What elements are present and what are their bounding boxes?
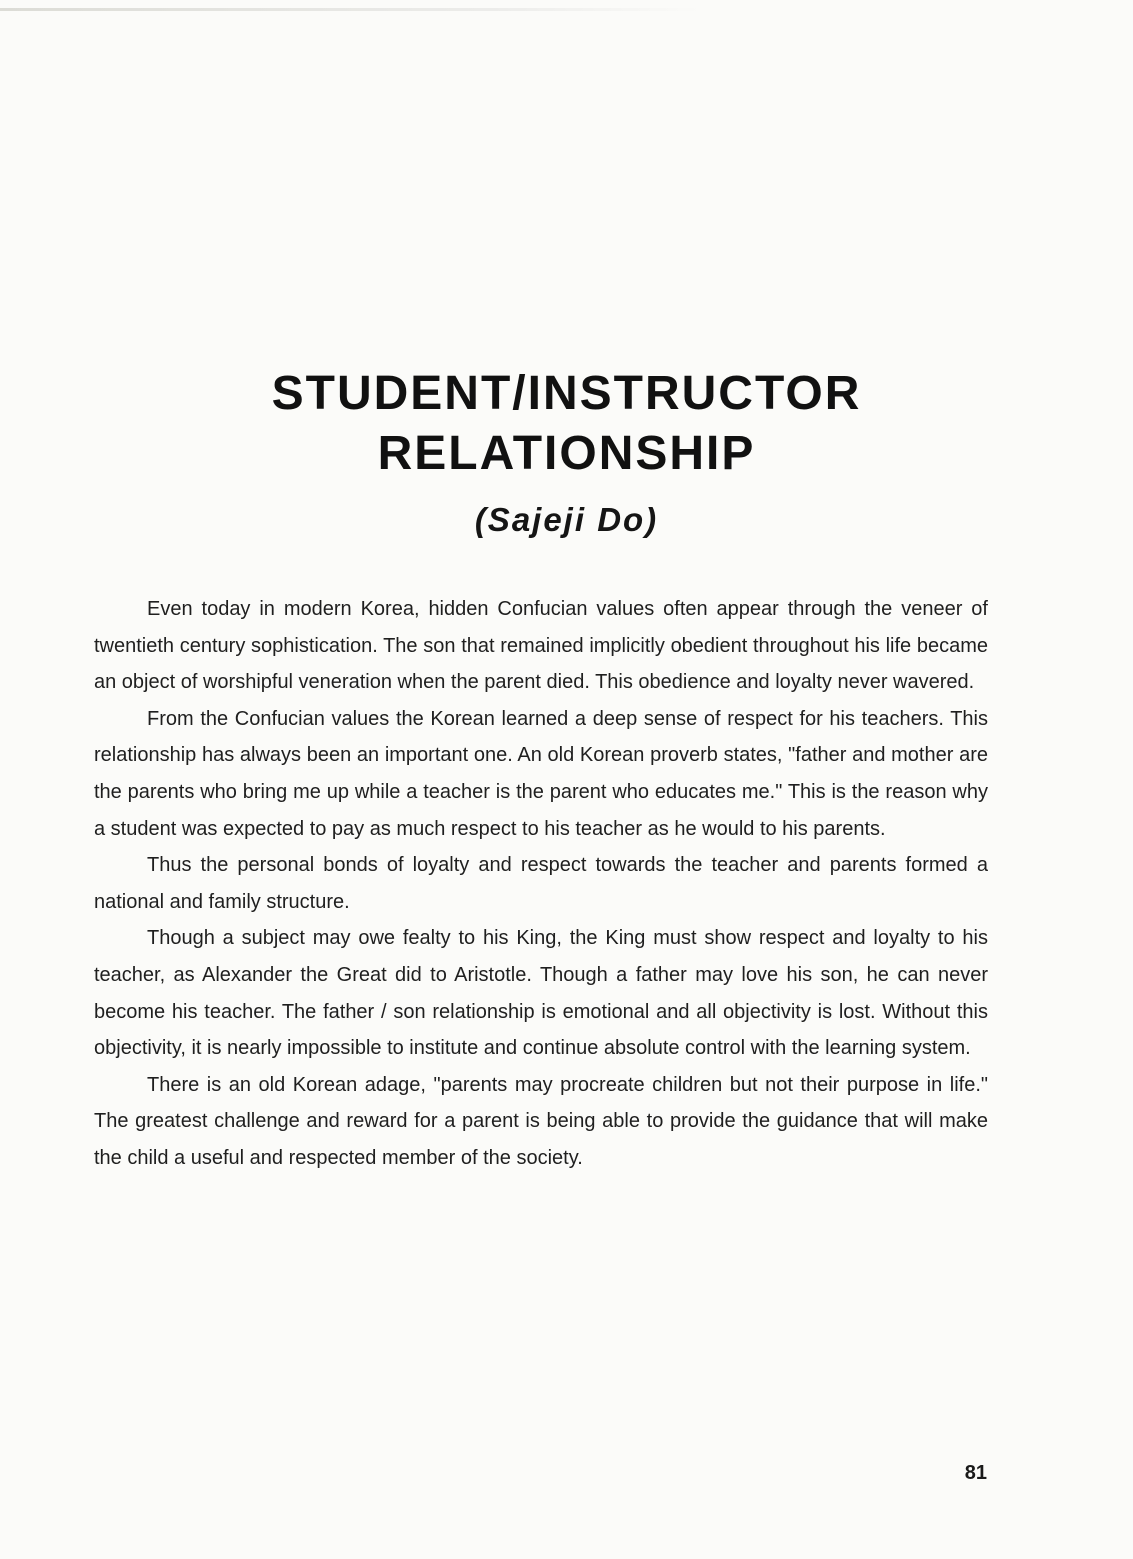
chapter-title-line-2: RELATIONSHIP <box>377 427 756 480</box>
paragraph-4: Though a subject may owe fealty to his King, the King must show respect and loyalty to his teacher, as Alexander the Great did to Aristotle. Though a father may love his son, he can never become his teacher. The father / son relationship is emotional and all objectivity is lost. Without this objectivity, it is nearly impossible to institute and continue absolute control with the learning system. <box>94 927 988 1060</box>
paragraph-1: Even today in modern Korea, hidden Confucian values often appear through the veneer of twentieth century sophistication. The son that remained implicitly obedient throughout his life became an object of worshipful veneration when the parent died. This obedience and loyalty never wavered. <box>94 598 988 694</box>
chapter-subtitle: (Sajeji Do) <box>474 501 659 538</box>
page-number: 81 <box>964 1462 987 1484</box>
paragraph-3: Thus the personal bonds of loyalty and respect towards the teacher and parents formed a national and family structure. <box>94 854 988 913</box>
chapter-heading <box>0 364 1133 542</box>
paragraph-5: There is an old Korean adage, "parents may procreate children but not their purpose in life." The greatest challenge and reward for a parent is being able to provide the guidance that will make the child a useful and respected member of the society. <box>94 1073 988 1169</box>
body-text <box>94 591 988 1177</box>
paragraph-2: From the Confucian values the Korean learned a deep sense of respect for his teachers. This relationship has always been an important one. An old Korean proverb states, "father and mother are the parents who bring me up while a teacher is the parent who educates me." This is the reason why a student was expected to pay as much respect to his teacher as he would to his parents. <box>94 707 988 840</box>
scan-edge-line <box>0 8 700 11</box>
chapter-title-line-1: STUDENT/INSTRUCTOR <box>271 367 862 420</box>
